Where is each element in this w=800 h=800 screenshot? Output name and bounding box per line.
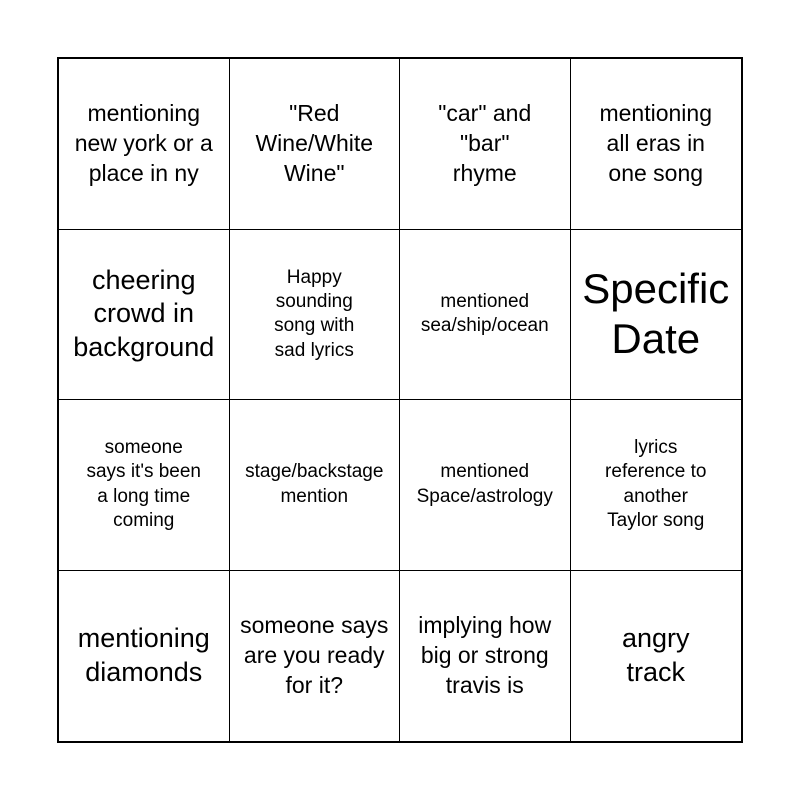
bingo-cell-3-2[interactable] <box>230 400 401 571</box>
bingo-cell-text: someone says are you ready for it? <box>240 611 389 698</box>
bingo-cell-3-4[interactable] <box>571 400 742 571</box>
bingo-cell-4-1[interactable] <box>59 571 230 742</box>
bingo-cell-1-3[interactable] <box>400 59 571 230</box>
bingo-cell-text: implying how big or strong travis is <box>418 611 552 698</box>
bingo-cell-2-2[interactable] <box>230 230 401 401</box>
bingo-cell-text: mentioning all eras in one song <box>599 99 713 186</box>
bingo-cell-text: mentioning new york or a place in ny <box>74 99 213 186</box>
bingo-cell-1-1[interactable] <box>59 59 230 230</box>
bingo-cell-4-4[interactable] <box>571 571 742 742</box>
bingo-cell-text: angry track <box>621 623 690 687</box>
bingo-cell-text: lyrics reference to another Taylor song <box>605 437 707 532</box>
bingo-cell-2-1[interactable] <box>59 230 230 401</box>
bingo-cell-text: mentioned sea/ship/ocean <box>420 290 549 337</box>
bingo-cell-2-3[interactable] <box>400 230 571 401</box>
bingo-cell-2-4[interactable] <box>571 230 742 401</box>
bingo-cell-text: "Red Wine/White Wine" <box>255 99 374 186</box>
bingo-board <box>57 57 743 743</box>
bingo-cell-1-4[interactable] <box>571 59 742 230</box>
bingo-cell-text: mentioned Space/astrology <box>416 461 553 507</box>
bingo-cell-4-3[interactable] <box>400 571 571 742</box>
bingo-cell-text: mentioning diamonds <box>77 623 210 687</box>
bingo-cell-text: someone says it's been a long time coming <box>86 437 202 532</box>
bingo-cell-text: stage/backstage mention <box>245 461 384 507</box>
bingo-cell-1-2[interactable] <box>230 59 401 230</box>
bingo-cell-text: "car" and "bar" rhyme <box>438 99 532 186</box>
bingo-cell-3-3[interactable] <box>400 400 571 571</box>
bingo-cell-text: cheering crowd in background <box>73 264 215 363</box>
bingo-cell-text: Specific Date <box>582 264 730 363</box>
bingo-cell-3-1[interactable] <box>59 400 230 571</box>
bingo-cell-4-2[interactable] <box>230 571 401 742</box>
bingo-cell-text: Happy sounding song with sad lyrics <box>274 266 355 361</box>
